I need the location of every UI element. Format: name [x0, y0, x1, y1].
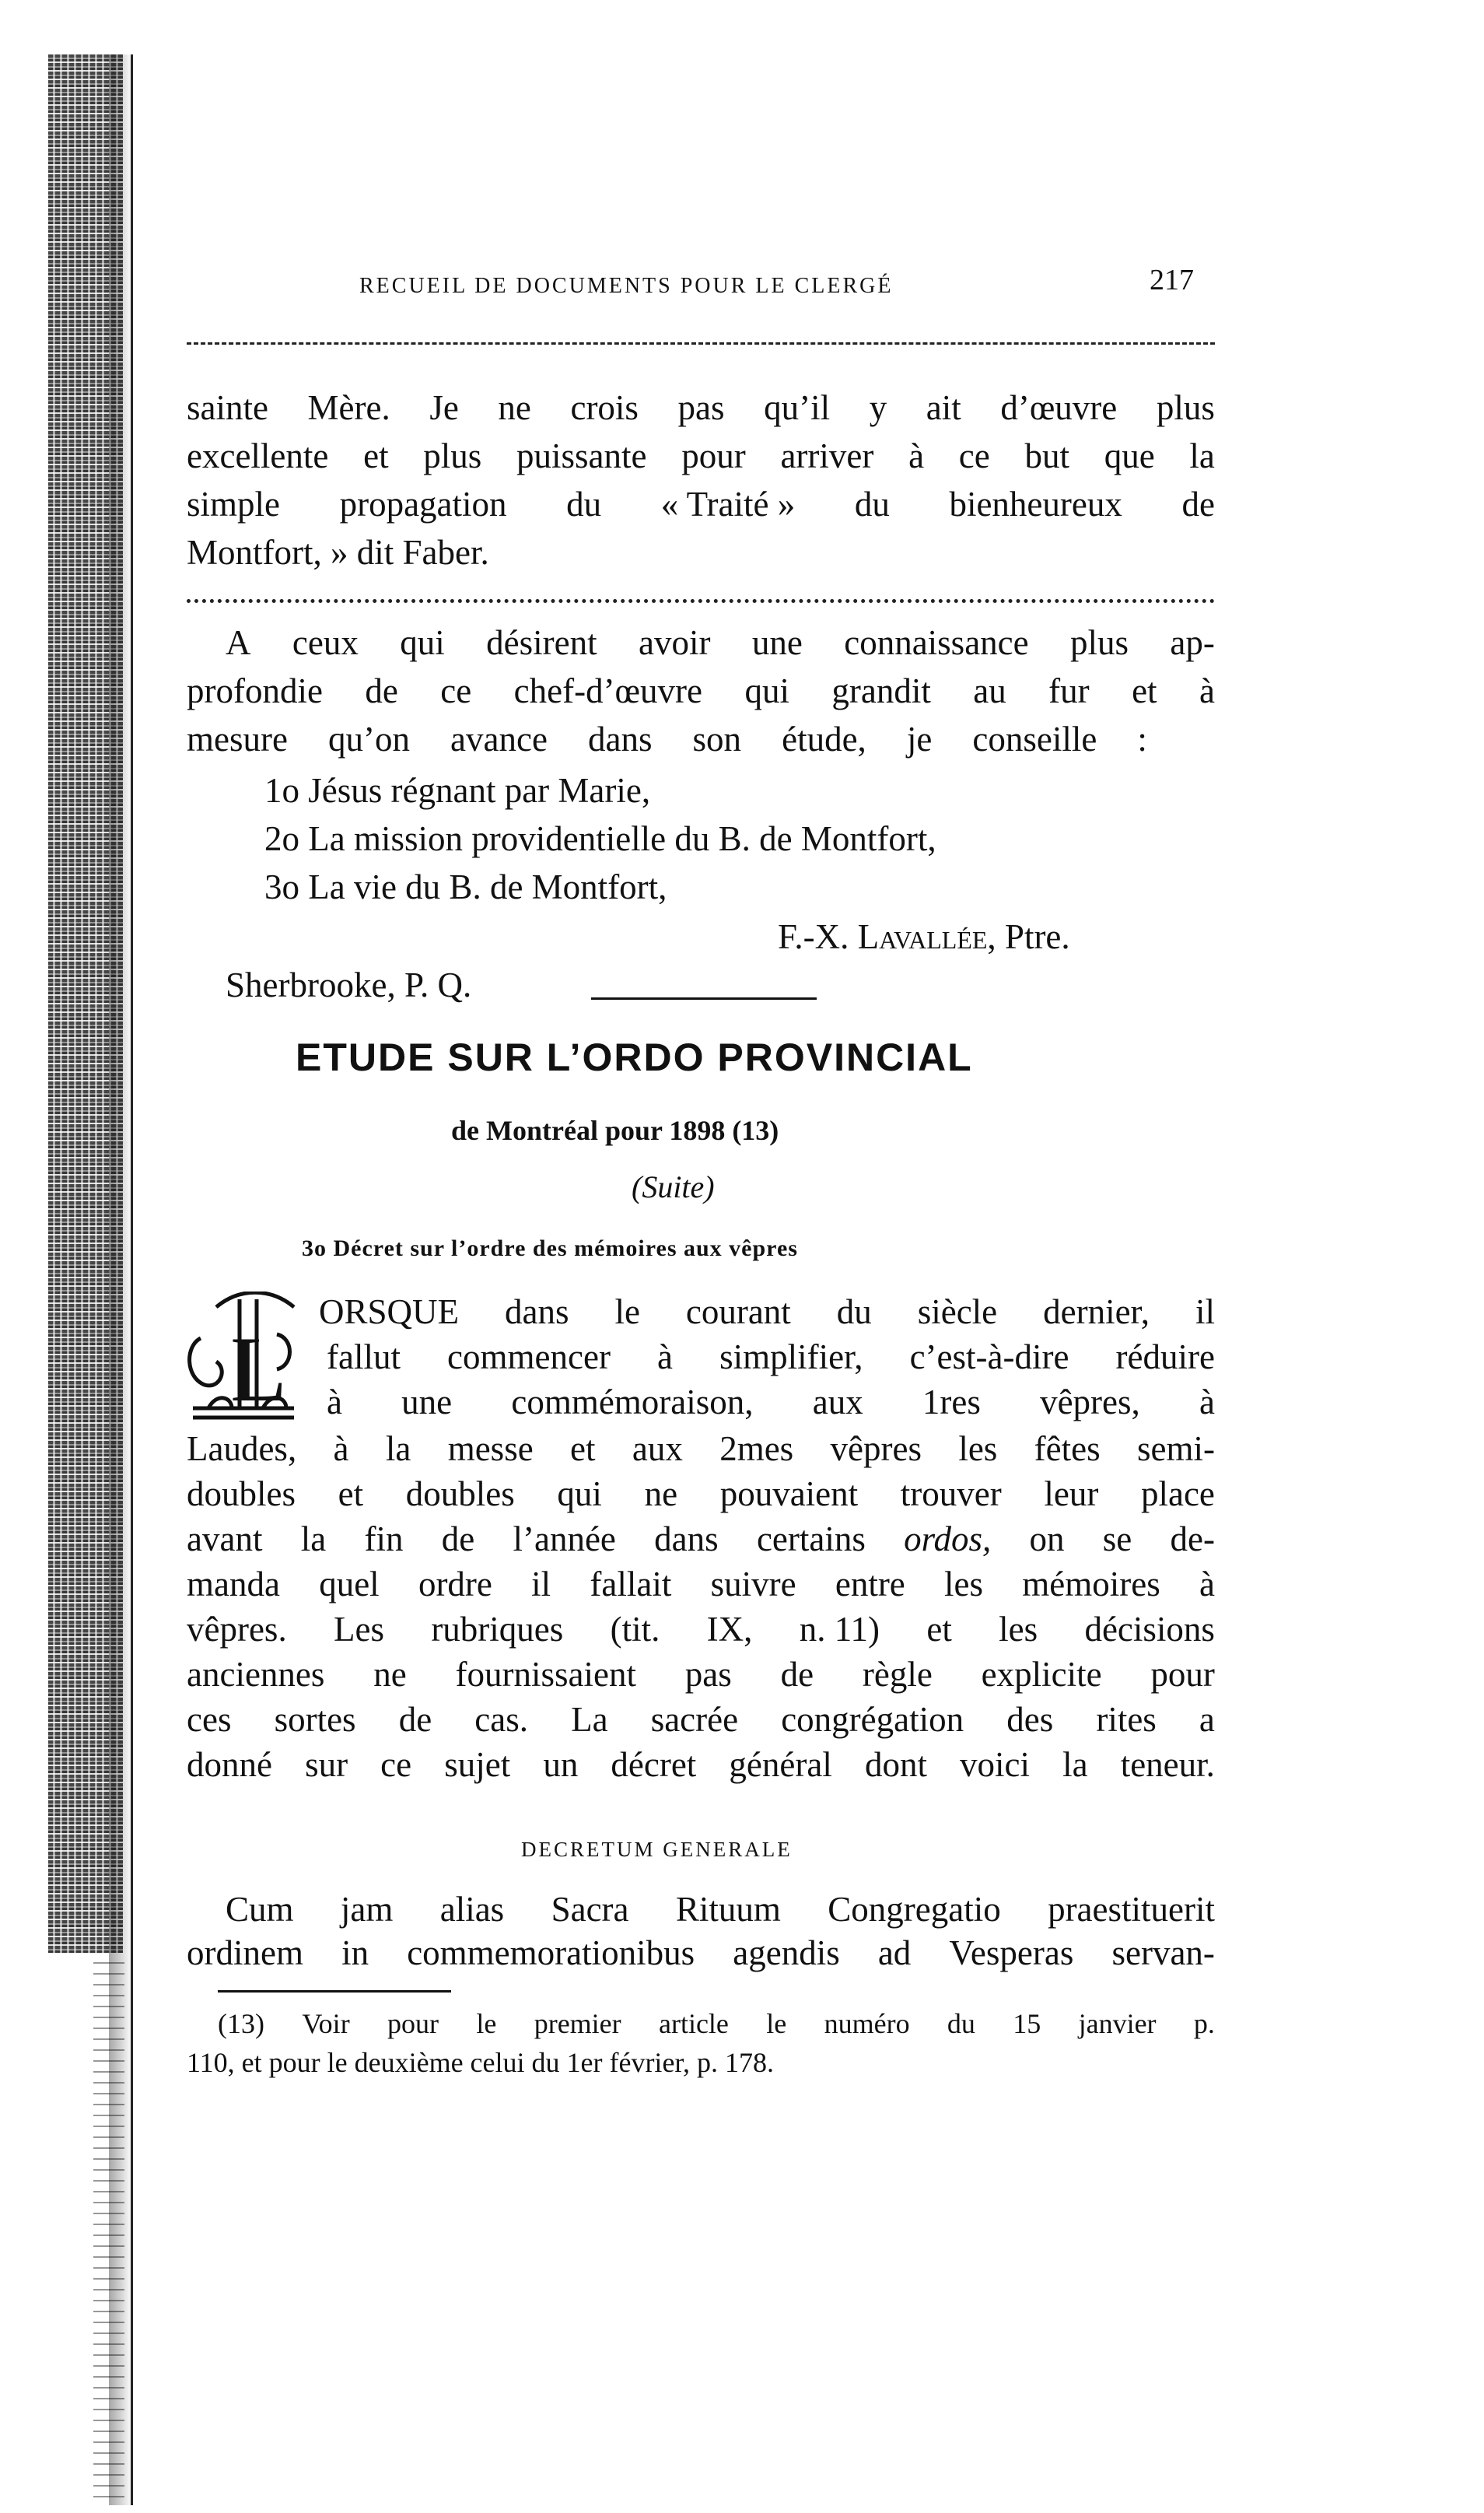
article-word: aux — [632, 1429, 683, 1468]
latin-word: Rituum — [675, 1890, 781, 1929]
article-word: 2mes — [719, 1429, 794, 1468]
article-opening-word: siècle — [917, 1292, 998, 1331]
recommendation-word: profondie — [187, 671, 323, 710]
intro-word: Je — [429, 388, 459, 427]
recommendation-word: fur — [1048, 671, 1090, 710]
article-word: mémoires — [1022, 1565, 1160, 1603]
footnote-word: Voir — [302, 2008, 350, 2039]
intro-word: ne — [498, 388, 531, 427]
article-word: avant — [187, 1519, 263, 1558]
recommendation-word: qui — [744, 671, 789, 710]
article-word: décisions — [1084, 1610, 1215, 1649]
article-opening-word: commémoraison, — [511, 1383, 754, 1421]
article-opening-word: le — [614, 1292, 640, 1331]
recommendation-word: grandit — [831, 671, 931, 710]
article-word: ce — [380, 1745, 412, 1784]
latin-word: ordinem — [187, 1933, 303, 1972]
article-word: et — [926, 1610, 952, 1649]
footnote-rule — [218, 1990, 451, 1993]
recommendation-word: de — [365, 671, 398, 710]
article-word: semi- — [1136, 1429, 1215, 1468]
recommendation-word: et — [1132, 671, 1157, 710]
intro-word: du — [566, 485, 602, 524]
ellipsis-rule — [187, 599, 1215, 603]
recommendation-word: son — [692, 720, 742, 759]
intro-word: Montfort, » dit Faber. — [187, 533, 489, 572]
article-word: Laudes, — [187, 1429, 297, 1468]
article-opening-word: 1res — [922, 1383, 981, 1421]
recommendation-word: : — [1137, 720, 1147, 759]
latin-word: Congregatio — [828, 1890, 1001, 1929]
article-word: (tit. — [610, 1610, 660, 1649]
article-opening-line — [327, 1337, 1215, 1377]
recommendation-word: à — [1199, 671, 1215, 710]
article-title: ETUDE SUR L’ORDO PROVINCIAL — [296, 1036, 973, 1079]
intro-word: bienheureux — [949, 485, 1122, 524]
latin-word: jam — [340, 1890, 394, 1929]
article-word: manda — [187, 1565, 280, 1603]
footnote-word: 110, et pour le deuxième celui du 1er février, p. 178. — [187, 2047, 774, 2078]
intro-word: plus — [1156, 388, 1215, 427]
article-word: de — [441, 1519, 475, 1558]
article-word: anciennes — [187, 1655, 325, 1694]
article-word: la — [300, 1519, 327, 1558]
article-opening-word: une — [401, 1383, 453, 1421]
intro-word: « Traité » — [660, 485, 796, 524]
footnote-word: p. — [1193, 2008, 1215, 2039]
article-word: on — [1029, 1519, 1065, 1558]
recommendation-line — [187, 671, 1215, 711]
drop-cap-letter: L — [230, 1317, 288, 1421]
article-word: des — [1006, 1700, 1054, 1739]
decree-heading: DECRETUM GENERALE — [521, 1838, 793, 1861]
intro-word: que — [1104, 436, 1155, 475]
article-opening-word: à — [1199, 1383, 1215, 1421]
intro-line — [187, 387, 1215, 428]
section-heading: 3o Décret sur l’ordre des mémoires aux vêpres — [302, 1235, 798, 1261]
recommendation-word: plus — [1070, 623, 1129, 662]
article-word: teneur. — [1120, 1745, 1215, 1784]
article-word: vêpres — [830, 1429, 922, 1468]
signature-initials: F.-X. — [778, 917, 858, 956]
intro-word: plus — [423, 436, 482, 475]
footnote-word: janvier — [1078, 2008, 1157, 2039]
article-word: quel — [319, 1565, 380, 1603]
article-word: cas. — [474, 1700, 528, 1739]
article-word: pas — [684, 1655, 732, 1694]
footnote-word: le — [766, 2008, 787, 2039]
intro-word: pas — [677, 388, 725, 427]
article-word: les — [944, 1565, 984, 1603]
article-word: n. 11) — [799, 1610, 880, 1649]
recommendation-word: conseille — [972, 720, 1097, 759]
article-subtitle: de Montréal pour 1898 (13) — [451, 1115, 779, 1146]
recommendation-word: qui — [400, 623, 445, 662]
recommendation-line — [187, 719, 1147, 759]
article-word: l’année — [513, 1519, 616, 1558]
recommendation-word: je — [906, 720, 933, 759]
article-continued: (Suite) — [632, 1169, 715, 1204]
intro-word: d’œuvre — [1000, 388, 1118, 427]
drop-cap-ornament — [185, 1292, 302, 1424]
article-word: vêpres. — [187, 1610, 287, 1649]
article-word: ordos, — [904, 1519, 992, 1558]
article-word: pour — [1150, 1655, 1215, 1694]
intro-word: arriver — [780, 436, 874, 475]
article-opening-line — [319, 1292, 1215, 1332]
article-word: à — [1199, 1565, 1215, 1603]
intro-word: ce — [958, 436, 990, 475]
article-word: à — [333, 1429, 349, 1468]
recommendation-word: désirent — [486, 623, 597, 662]
article-word: les — [999, 1610, 1038, 1649]
recommendation-word: ceux — [292, 623, 359, 662]
article-word: suivre — [710, 1565, 796, 1603]
article-opening-word: ORSQUE — [319, 1292, 460, 1331]
article-opening-line — [327, 1382, 1215, 1422]
article-opening-word: réduire — [1115, 1337, 1215, 1376]
article-word: sujet — [444, 1745, 511, 1784]
article-opening-word: dernier, — [1043, 1292, 1150, 1331]
intro-word: but — [1024, 436, 1069, 475]
article-line — [187, 1564, 1215, 1604]
recommendation-word: au — [973, 671, 1006, 710]
article-word: doubles — [405, 1474, 515, 1513]
intro-word: puissante — [516, 436, 647, 475]
article-word: il — [531, 1565, 551, 1603]
list-item-3: 3o La vie du B. de Montfort, — [264, 867, 667, 906]
latin-word: servan- — [1111, 1933, 1215, 1972]
list-item-1: 1o Jésus régnant par Marie, — [264, 771, 651, 810]
latin-word: in — [341, 1933, 369, 1972]
article-word: ordre — [418, 1565, 492, 1603]
footnote-word: (13) — [218, 2008, 264, 2039]
intro-line — [187, 484, 1215, 524]
article-word: explicite — [981, 1655, 1102, 1694]
footnote-line — [218, 2007, 1215, 2040]
intro-word: pour — [681, 436, 746, 475]
article-opening-word: dans — [504, 1292, 569, 1331]
article-word: IX, — [706, 1610, 753, 1649]
article-word: La — [571, 1700, 608, 1739]
article-word: certains — [756, 1519, 866, 1558]
article-word: décret — [611, 1745, 697, 1784]
article-word: de — [780, 1655, 814, 1694]
article-word: place — [1140, 1474, 1215, 1513]
intro-line — [187, 436, 1215, 476]
intro-word: de — [1181, 485, 1215, 524]
intro-word: crois — [570, 388, 639, 427]
header-rule — [187, 342, 1215, 345]
intro-word: y — [869, 388, 887, 427]
latin-line — [187, 1933, 1215, 1973]
recommendation-word: mesure — [187, 720, 288, 759]
latin-word: alias — [439, 1890, 505, 1929]
article-word: Les — [334, 1610, 384, 1649]
article-line — [187, 1699, 1215, 1740]
intro-word: excellente — [187, 436, 329, 475]
article-word: fin — [364, 1519, 404, 1558]
article-opening-word: vêpres, — [1040, 1383, 1140, 1421]
article-opening-word: fallut — [327, 1337, 401, 1376]
article-word: entre — [835, 1565, 905, 1603]
intro-word: à — [908, 436, 925, 475]
article-word: la — [385, 1429, 411, 1468]
article-word: leur — [1044, 1474, 1099, 1513]
article-word: fêtes — [1034, 1429, 1101, 1468]
article-word: voici — [960, 1745, 1031, 1784]
article-word: rubriques — [431, 1610, 564, 1649]
article-word: la — [1062, 1745, 1088, 1784]
article-word: de- — [1170, 1519, 1215, 1558]
article-opening-word: commencer — [447, 1337, 611, 1376]
latin-word: Sacra — [551, 1890, 629, 1929]
article-word: et — [338, 1474, 364, 1513]
article-word: règle — [862, 1655, 933, 1694]
article-opening-word: du — [836, 1292, 872, 1331]
footnote-word: premier — [534, 2008, 621, 2039]
signature — [778, 917, 1070, 957]
article-opening-word: c’est-à-dire — [909, 1337, 1069, 1376]
intro-line — [187, 532, 489, 573]
article-word: congrégation — [781, 1700, 964, 1739]
recommendation-word: avance — [450, 720, 548, 759]
article-opening-word: à — [657, 1337, 673, 1376]
footnote-word: le — [476, 2008, 497, 2039]
recommendation-line — [226, 622, 1215, 663]
intro-word: la — [1189, 436, 1215, 475]
article-word: fallait — [590, 1565, 672, 1603]
article-word: général — [729, 1745, 832, 1784]
article-word: un — [543, 1745, 579, 1784]
footnote-word: numéro — [824, 2008, 910, 2039]
article-word: ne — [644, 1474, 678, 1513]
article-line — [187, 1428, 1215, 1469]
article-line — [187, 1654, 1215, 1695]
article-line — [187, 1519, 1215, 1559]
footnote-word: article — [658, 2008, 729, 2039]
article-word: messe — [447, 1429, 534, 1468]
article-word: a — [1199, 1700, 1215, 1739]
article-word: et — [570, 1429, 596, 1468]
latin-word: ad — [877, 1933, 912, 1972]
article-line — [187, 1474, 1215, 1514]
recommendation-word: chef-d’œuvre — [513, 671, 703, 710]
latin-word: commemorationibus — [407, 1933, 695, 1972]
article-opening-word: aux — [812, 1383, 863, 1421]
article-word: fournissaient — [455, 1655, 636, 1694]
page-number: 217 — [1150, 264, 1194, 296]
article-word: ne — [373, 1655, 407, 1694]
recommendation-word: avoir — [638, 623, 711, 662]
list-item-2: 2o La mission providentielle du B. de Montfort, — [264, 819, 936, 858]
article-word: les — [958, 1429, 998, 1468]
footnote-line — [187, 2046, 774, 2079]
intro-word: propagation — [339, 485, 507, 524]
binding-line — [131, 54, 133, 2505]
place: Sherbrooke, P. Q. — [226, 966, 472, 1004]
article-word: se — [1102, 1519, 1132, 1558]
intro-word: simple — [187, 485, 280, 524]
intro-word: Mère. — [307, 388, 390, 427]
recommendation-word: qu’on — [328, 720, 410, 759]
article-word: trouver — [900, 1474, 1002, 1513]
article-line — [187, 1744, 1215, 1785]
article-word: de — [398, 1700, 432, 1739]
article-opening-word: à — [327, 1383, 342, 1421]
latin-word: agendis — [733, 1933, 840, 1972]
latin-line — [226, 1889, 1215, 1929]
binding-shadow — [109, 54, 132, 2505]
intro-word: sainte — [187, 388, 268, 427]
signature-name: Lavallée — [857, 917, 988, 956]
recommendation-word: dans — [588, 720, 653, 759]
recommendation-word: connaissance — [844, 623, 1029, 662]
recommendation-word: ap- — [1170, 623, 1215, 662]
footnote-word: du — [947, 2008, 975, 2039]
article-word: ces — [187, 1700, 232, 1739]
footnote-word: 15 — [1013, 2008, 1041, 2039]
section-divider — [591, 997, 817, 1000]
article-word: rites — [1096, 1700, 1157, 1739]
intro-word: et — [363, 436, 389, 475]
article-opening-word: il — [1195, 1292, 1215, 1331]
article-word: qui — [557, 1474, 602, 1513]
latin-word: Cum — [226, 1890, 294, 1929]
article-opening-word: simplifier, — [719, 1337, 863, 1376]
article-word: dans — [654, 1519, 719, 1558]
recommendation-word: une — [751, 623, 803, 662]
running-header: RECUEIL DE DOCUMENTS POUR LE CLERGÉ — [359, 274, 894, 298]
footnote-word: pour — [387, 2008, 439, 2039]
intro-word: qu’il — [764, 388, 831, 427]
latin-word: Vesperas — [949, 1933, 1074, 1972]
article-word: dont — [864, 1745, 927, 1784]
intro-word: ait — [926, 388, 961, 427]
recommendation-word: A — [226, 623, 251, 662]
article-opening-word: courant — [685, 1292, 791, 1331]
article-word: sacrée — [650, 1700, 739, 1739]
article-line — [187, 1609, 1215, 1649]
article-word: donné — [187, 1745, 272, 1784]
article-word: pouvaient — [719, 1474, 859, 1513]
recommendation-word: ce — [440, 671, 472, 710]
latin-word: praestituerit — [1048, 1890, 1215, 1929]
intro-word: du — [854, 485, 890, 524]
article-word: sur — [305, 1745, 348, 1784]
article-word: doubles — [187, 1474, 296, 1513]
article-word: sortes — [274, 1700, 356, 1739]
signature-title: , Ptre. — [987, 917, 1070, 956]
recommendation-word: étude, — [782, 720, 866, 759]
